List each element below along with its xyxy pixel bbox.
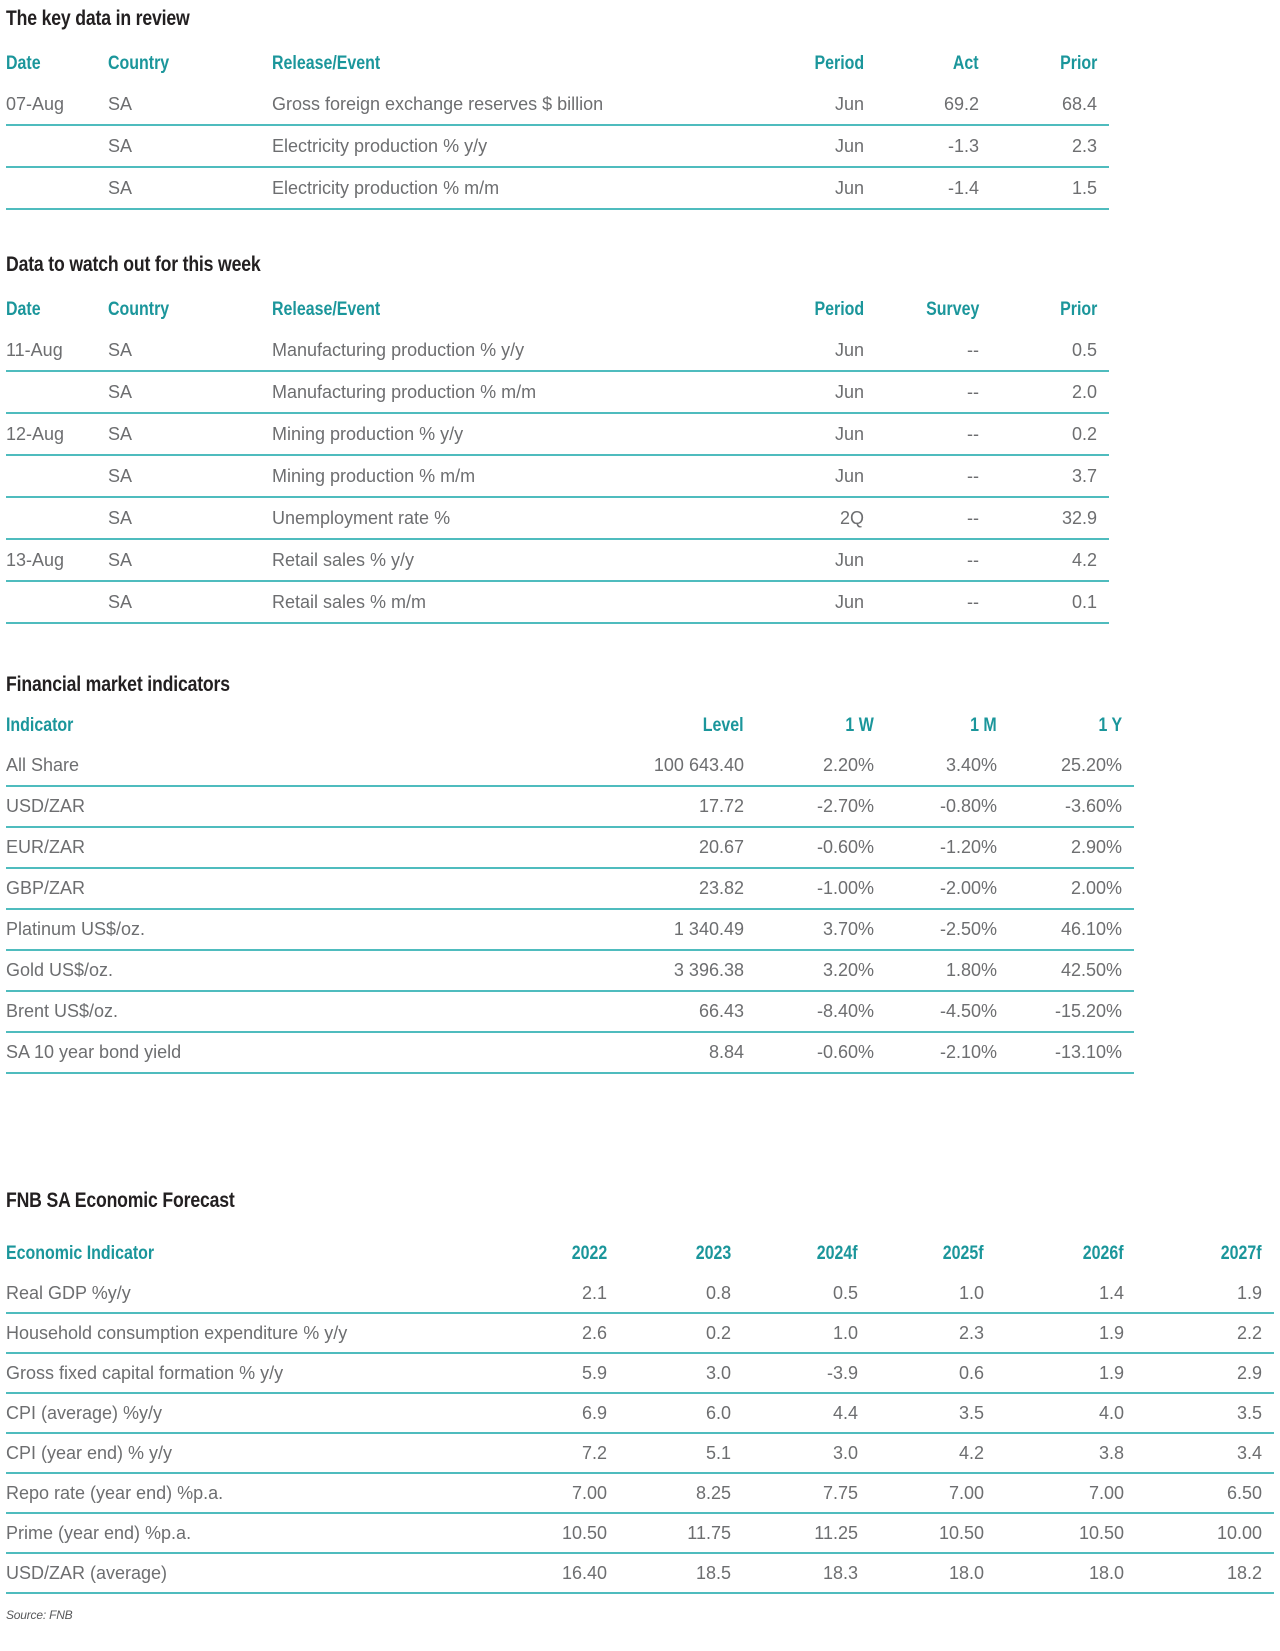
cell: -13.10% xyxy=(1009,1032,1134,1073)
cell: 6.50 xyxy=(1136,1473,1274,1513)
cell: 3.5 xyxy=(1136,1393,1274,1433)
cell: 10.50 xyxy=(870,1513,996,1553)
cell: 2.0 xyxy=(991,371,1109,413)
cell: Jun xyxy=(761,167,876,209)
section-key-data-in-review xyxy=(6,6,1280,210)
cell: 2.3 xyxy=(991,125,1109,167)
header-cell xyxy=(870,1234,996,1274)
section-data-to-watch xyxy=(6,252,1280,624)
cell: SA xyxy=(108,125,272,167)
cell: 100 643.40 xyxy=(516,746,756,786)
cell: 1.80% xyxy=(886,950,1009,991)
header-cell-text: 1 W xyxy=(845,715,874,736)
cell: Jun xyxy=(761,84,876,125)
cell: 2.00% xyxy=(1009,868,1134,909)
cell: Prime (year end) %p.a. xyxy=(6,1513,496,1553)
cell: 3.0 xyxy=(619,1353,743,1393)
table-row xyxy=(6,1433,1274,1473)
cell: -1.00% xyxy=(756,868,886,909)
key-data-table xyxy=(6,44,1109,210)
cell: 3 396.38 xyxy=(516,950,756,991)
cell: Platinum US$/oz. xyxy=(6,909,516,950)
cell: CPI (average) %y/y xyxy=(6,1393,496,1433)
cell: CPI (year end) % y/y xyxy=(6,1433,496,1473)
cell: 0.2 xyxy=(619,1313,743,1353)
header-cell-text: Release/Event xyxy=(272,299,381,320)
header-cell-text: Country xyxy=(108,53,170,74)
table-row xyxy=(6,909,1134,950)
cell: GBP/ZAR xyxy=(6,868,516,909)
header-cell xyxy=(272,290,761,330)
header-cell xyxy=(761,290,876,330)
cell: EUR/ZAR xyxy=(6,827,516,868)
cell: 4.2 xyxy=(870,1433,996,1473)
section-title xyxy=(6,1188,1280,1214)
cell: 2.20% xyxy=(756,746,886,786)
cell: 07-Aug xyxy=(6,84,108,125)
table-row xyxy=(6,786,1134,827)
cell: Mining production % y/y xyxy=(272,413,761,455)
section-title-text: Financial market indicators xyxy=(6,673,230,696)
cell: Repo rate (year end) %p.a. xyxy=(6,1473,496,1513)
header-cell-text: Indicator xyxy=(6,715,74,736)
header-cell xyxy=(496,1234,619,1274)
cell: 3.40% xyxy=(886,746,1009,786)
header-cell-text: 1 M xyxy=(970,715,997,736)
cell xyxy=(6,371,108,413)
cell: SA 10 year bond yield xyxy=(6,1032,516,1073)
header-cell-text: 2026f xyxy=(1083,1243,1124,1264)
header-cell-text: Economic Indicator xyxy=(6,1243,155,1264)
header-cell-text: Date xyxy=(6,53,41,74)
cell: -- xyxy=(876,455,991,497)
table-row xyxy=(6,539,1109,581)
cell: 18.2 xyxy=(1136,1553,1274,1593)
cell: Jun xyxy=(761,330,876,371)
header-cell xyxy=(761,44,876,84)
header-cell xyxy=(619,1234,743,1274)
header-cell-text: 2024f xyxy=(817,1243,858,1264)
cell: 69.2 xyxy=(876,84,991,125)
source-note: Source: FNB xyxy=(6,1608,73,1622)
cell: Real GDP %y/y xyxy=(6,1274,496,1313)
header-cell xyxy=(991,44,1109,84)
header-cell xyxy=(6,44,108,84)
cell: -- xyxy=(876,413,991,455)
header-cell-text: Act xyxy=(953,53,979,74)
cell: Gross fixed capital formation % y/y xyxy=(6,1353,496,1393)
cell: -- xyxy=(876,330,991,371)
header-cell xyxy=(756,706,886,746)
cell: 3.5 xyxy=(870,1393,996,1433)
cell: 5.1 xyxy=(619,1433,743,1473)
cell: 6.9 xyxy=(496,1393,619,1433)
cell: -4.50% xyxy=(886,991,1009,1032)
cell: -0.60% xyxy=(756,1032,886,1073)
cell: Retail sales % y/y xyxy=(272,539,761,581)
cell: 0.5 xyxy=(991,330,1109,371)
cell: 20.67 xyxy=(516,827,756,868)
cell: 18.0 xyxy=(996,1553,1136,1593)
header-cell-text: 2023 xyxy=(695,1243,731,1264)
table-row xyxy=(6,1313,1274,1353)
cell: -1.4 xyxy=(876,167,991,209)
table-row xyxy=(6,581,1109,623)
header-cell xyxy=(876,44,991,84)
financial-market-table xyxy=(6,706,1134,1074)
section-fnb-sa-economic-forecast xyxy=(6,1188,1280,1594)
cell: 2.3 xyxy=(870,1313,996,1353)
cell: Household consumption expenditure % y/y xyxy=(6,1313,496,1353)
cell: 66.43 xyxy=(516,991,756,1032)
cell: 1.9 xyxy=(996,1313,1136,1353)
cell: -3.9 xyxy=(743,1353,870,1393)
cell: -0.80% xyxy=(886,786,1009,827)
cell: 46.10% xyxy=(1009,909,1134,950)
header-cell-text: Date xyxy=(6,299,41,320)
header-cell xyxy=(516,706,756,746)
cell: Unemployment rate % xyxy=(272,497,761,539)
table-row xyxy=(6,1032,1134,1073)
cell: -- xyxy=(876,539,991,581)
table-row xyxy=(6,991,1134,1032)
header-cell xyxy=(1009,706,1134,746)
cell: Jun xyxy=(761,371,876,413)
cell: USD/ZAR (average) xyxy=(6,1553,496,1593)
header-cell-text: Prior xyxy=(1059,53,1097,74)
cell: 13-Aug xyxy=(6,539,108,581)
cell: 11.75 xyxy=(619,1513,743,1553)
cell xyxy=(6,125,108,167)
cell: 7.00 xyxy=(496,1473,619,1513)
cell: 2.9 xyxy=(1136,1353,1274,1393)
table-row xyxy=(6,1513,1274,1553)
header-cell-text: 2027f xyxy=(1221,1243,1262,1264)
cell: 42.50% xyxy=(1009,950,1134,991)
cell: 12-Aug xyxy=(6,413,108,455)
cell: 7.2 xyxy=(496,1433,619,1473)
table-row xyxy=(6,167,1109,209)
cell: Electricity production % y/y xyxy=(272,125,761,167)
cell: Jun xyxy=(761,413,876,455)
header-cell-text: 1 Y xyxy=(1098,715,1122,736)
header-cell-text: Period xyxy=(814,53,864,74)
section-title xyxy=(6,252,1280,278)
cell: -1.3 xyxy=(876,125,991,167)
cell: 4.0 xyxy=(996,1393,1136,1433)
cell xyxy=(6,581,108,623)
cell: 7.00 xyxy=(870,1473,996,1513)
cell: SA xyxy=(108,371,272,413)
cell: SA xyxy=(108,497,272,539)
cell: 2.1 xyxy=(496,1274,619,1313)
header-row xyxy=(6,1234,1274,1274)
table-row xyxy=(6,1353,1274,1393)
cell: -- xyxy=(876,371,991,413)
cell: -2.00% xyxy=(886,868,1009,909)
header-cell xyxy=(6,290,108,330)
section-financial-market-indicators xyxy=(6,672,1280,1074)
header-cell xyxy=(743,1234,870,1274)
cell: 10.50 xyxy=(496,1513,619,1553)
header-cell-text: Survey xyxy=(925,299,979,320)
table-row xyxy=(6,746,1134,786)
cell: -- xyxy=(876,581,991,623)
cell: SA xyxy=(108,413,272,455)
header-cell-text: Level xyxy=(703,715,744,736)
cell: 0.2 xyxy=(991,413,1109,455)
cell: 2.6 xyxy=(496,1313,619,1353)
cell: Gross foreign exchange reserves $ billion xyxy=(272,84,761,125)
cell: -0.60% xyxy=(756,827,886,868)
cell: -2.70% xyxy=(756,786,886,827)
cell: 0.5 xyxy=(743,1274,870,1313)
cell: SA xyxy=(108,84,272,125)
cell: 0.6 xyxy=(870,1353,996,1393)
cell: SA xyxy=(108,455,272,497)
cell: Retail sales % m/m xyxy=(272,581,761,623)
cell: 3.20% xyxy=(756,950,886,991)
section-title-text: Data to watch out for this week xyxy=(6,253,261,276)
header-cell-text: 2022 xyxy=(571,1243,607,1264)
cell: 2Q xyxy=(761,497,876,539)
cell: 17.72 xyxy=(516,786,756,827)
table-row xyxy=(6,371,1109,413)
table-row xyxy=(6,827,1134,868)
header-cell-text: Country xyxy=(108,299,170,320)
table-row xyxy=(6,868,1134,909)
cell: 32.9 xyxy=(991,497,1109,539)
header-cell-text: 2025f xyxy=(943,1243,984,1264)
cell: Jun xyxy=(761,125,876,167)
cell: 10.50 xyxy=(996,1513,1136,1553)
cell xyxy=(6,497,108,539)
header-row xyxy=(6,706,1134,746)
cell: 5.9 xyxy=(496,1353,619,1393)
cell: Manufacturing production % m/m xyxy=(272,371,761,413)
economic-forecast-table xyxy=(6,1234,1274,1594)
header-cell xyxy=(1136,1234,1274,1274)
cell: 25.20% xyxy=(1009,746,1134,786)
table-row xyxy=(6,84,1109,125)
cell: 11-Aug xyxy=(6,330,108,371)
section-title xyxy=(6,6,1280,32)
cell: 68.4 xyxy=(991,84,1109,125)
cell: 10.00 xyxy=(1136,1513,1274,1553)
cell: -- xyxy=(876,497,991,539)
cell: 3.4 xyxy=(1136,1433,1274,1473)
cell: -3.60% xyxy=(1009,786,1134,827)
cell: 16.40 xyxy=(496,1553,619,1593)
header-cell xyxy=(991,290,1109,330)
cell: 3.0 xyxy=(743,1433,870,1473)
cell: -8.40% xyxy=(756,991,886,1032)
header-cell xyxy=(876,290,991,330)
table-row xyxy=(6,1274,1274,1313)
cell: 6.0 xyxy=(619,1393,743,1433)
cell: -1.20% xyxy=(886,827,1009,868)
cell: 4.2 xyxy=(991,539,1109,581)
cell: SA xyxy=(108,167,272,209)
cell: 1.9 xyxy=(1136,1274,1274,1313)
cell: 1.0 xyxy=(743,1313,870,1353)
cell: 0.1 xyxy=(991,581,1109,623)
cell: 3.8 xyxy=(996,1433,1136,1473)
cell: SA xyxy=(108,581,272,623)
section-title-text: The key data in review xyxy=(6,7,190,30)
cell: -2.50% xyxy=(886,909,1009,950)
cell: 0.8 xyxy=(619,1274,743,1313)
cell: 8.84 xyxy=(516,1032,756,1073)
cell: USD/ZAR xyxy=(6,786,516,827)
cell: 1.4 xyxy=(996,1274,1136,1313)
cell: 1.0 xyxy=(870,1274,996,1313)
table-row xyxy=(6,1393,1274,1433)
header-cell-text: Prior xyxy=(1059,299,1097,320)
cell: SA xyxy=(108,330,272,371)
header-cell xyxy=(6,1234,496,1274)
cell: Jun xyxy=(761,455,876,497)
table-row xyxy=(6,497,1109,539)
header-cell xyxy=(886,706,1009,746)
cell: 18.0 xyxy=(870,1553,996,1593)
header-row xyxy=(6,44,1109,84)
cell: 4.4 xyxy=(743,1393,870,1433)
table-row xyxy=(6,455,1109,497)
header-cell-text: Release/Event xyxy=(272,53,381,74)
cell: Manufacturing production % y/y xyxy=(272,330,761,371)
cell: 2.2 xyxy=(1136,1313,1274,1353)
section-title-text: FNB SA Economic Forecast xyxy=(6,1189,235,1212)
header-cell xyxy=(108,44,272,84)
cell: Brent US$/oz. xyxy=(6,991,516,1032)
cell: 7.75 xyxy=(743,1473,870,1513)
table-row xyxy=(6,1553,1274,1593)
header-row xyxy=(6,290,1109,330)
cell: 2.90% xyxy=(1009,827,1134,868)
table-row xyxy=(6,1473,1274,1513)
cell xyxy=(6,455,108,497)
header-cell xyxy=(108,290,272,330)
table-row xyxy=(6,413,1109,455)
cell: Jun xyxy=(761,539,876,581)
cell xyxy=(6,167,108,209)
cell: Jun xyxy=(761,581,876,623)
cell: 1 340.49 xyxy=(516,909,756,950)
cell: Gold US$/oz. xyxy=(6,950,516,991)
cell: 1.9 xyxy=(996,1353,1136,1393)
cell: Electricity production % m/m xyxy=(272,167,761,209)
cell: 18.3 xyxy=(743,1553,870,1593)
cell: 18.5 xyxy=(619,1553,743,1593)
cell: 1.5 xyxy=(991,167,1109,209)
cell: 3.7 xyxy=(991,455,1109,497)
cell: 3.70% xyxy=(756,909,886,950)
table-row xyxy=(6,950,1134,991)
header-cell xyxy=(6,706,516,746)
cell: All Share xyxy=(6,746,516,786)
section-title xyxy=(6,672,1280,698)
cell: 7.00 xyxy=(996,1473,1136,1513)
header-cell xyxy=(272,44,761,84)
cell: 11.25 xyxy=(743,1513,870,1553)
data-to-watch-table xyxy=(6,290,1109,624)
cell: 8.25 xyxy=(619,1473,743,1513)
cell: Mining production % m/m xyxy=(272,455,761,497)
table-row xyxy=(6,330,1109,371)
table-row xyxy=(6,125,1109,167)
header-cell-text: Period xyxy=(814,299,864,320)
cell: -15.20% xyxy=(1009,991,1134,1032)
cell: 23.82 xyxy=(516,868,756,909)
cell: SA xyxy=(108,539,272,581)
cell: -2.10% xyxy=(886,1032,1009,1073)
header-cell xyxy=(996,1234,1136,1274)
